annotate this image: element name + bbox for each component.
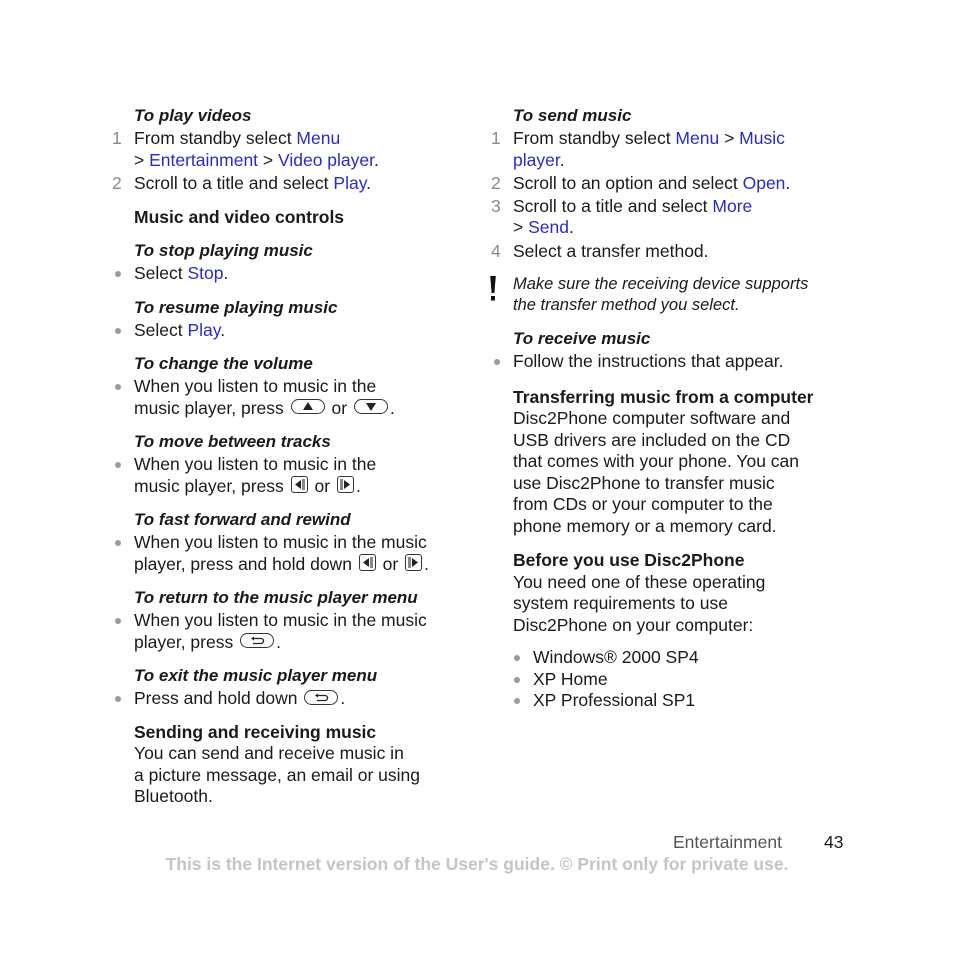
item-text: Select	[134, 263, 188, 283]
sending-paragraph	[110, 743, 470, 808]
back-key-icon	[240, 633, 274, 648]
bullet	[494, 359, 500, 365]
exit-title: To exit the music player menu	[134, 666, 378, 685]
step-number: 2	[491, 173, 501, 193]
entertainment-link: Entertainment	[149, 149, 259, 170]
item-text: music player, press	[134, 475, 289, 496]
paragraph-line: Bluetooth.	[134, 786, 213, 806]
item-text: music player, press	[134, 397, 289, 418]
paragraph-line: Disc2Phone computer software and	[513, 408, 791, 428]
bullet	[115, 618, 121, 624]
music-link: Music	[739, 128, 785, 148]
list-item	[513, 690, 839, 712]
period: .	[355, 475, 361, 496]
nav-left-key-icon	[291, 476, 308, 493]
step-text: From standby select	[134, 128, 297, 148]
bullet	[115, 271, 121, 277]
open-link: Open	[742, 173, 786, 193]
ffwd-title: To fast forward and rewind	[134, 510, 351, 529]
paragraph-line: Disc2Phone on your computer:	[513, 614, 754, 635]
list-item-text: XP Home	[533, 668, 608, 689]
ffwd-item	[110, 532, 470, 575]
or-text: or	[377, 553, 404, 574]
receive-item	[489, 351, 839, 373]
volume-title: To change the volume	[134, 354, 313, 373]
period: .	[340, 688, 346, 708]
or-text: or	[326, 397, 352, 418]
send-link: Send	[528, 217, 569, 237]
paragraph-line: system requirements to use	[513, 593, 728, 613]
item-text: Select	[134, 319, 188, 340]
warning-line: Make sure the receiving device supports	[513, 275, 809, 293]
play-videos-step-2	[110, 173, 470, 195]
nav-right-key-icon	[337, 476, 354, 493]
transferring-heading: Transferring music from a computer	[513, 386, 814, 407]
play-videos-step-1	[110, 128, 470, 171]
list-item	[513, 647, 839, 669]
or-text: or	[309, 475, 335, 496]
list-item-text: XP Professional SP1	[533, 690, 696, 710]
stop-link: Stop	[187, 263, 224, 283]
send-step-4	[489, 241, 839, 263]
bullet	[115, 384, 121, 390]
list-item-text: Windows® 2000 SP4	[533, 647, 699, 667]
item-text: When you listen to music in the music	[134, 610, 427, 630]
tracks-item	[110, 454, 470, 497]
volume-down-key-icon	[354, 399, 388, 414]
separator: >	[513, 217, 529, 237]
warning-note	[489, 274, 839, 315]
tracks-title: To move between tracks	[134, 432, 331, 451]
period: .	[366, 173, 372, 193]
more-link: More	[712, 195, 753, 216]
nav-right-key-icon	[405, 554, 422, 571]
footer-section-name: Entertainment	[673, 832, 782, 852]
volume-up-key-icon	[291, 399, 325, 414]
os-requirements-list	[489, 647, 839, 712]
paragraph-line: a picture message, an email or using	[134, 764, 420, 785]
period: .	[276, 631, 281, 652]
stop-item	[110, 263, 470, 285]
item-text: Follow the instructions that appear.	[513, 351, 784, 371]
send-title: To send music	[513, 106, 632, 125]
separator: >	[719, 128, 740, 148]
video-player-link: Video player	[278, 149, 375, 170]
step-number: 2	[112, 173, 122, 193]
separator: >	[258, 149, 278, 170]
paragraph-line: from CDs or your computer to the	[513, 494, 773, 514]
bullet	[514, 655, 520, 661]
before-heading: Before you use Disc2Phone	[513, 550, 745, 570]
paragraph-line: USB drivers are included on the CD	[513, 429, 791, 450]
menu-link: Menu	[675, 128, 720, 148]
warning-icon	[489, 276, 497, 302]
bullet	[514, 677, 520, 683]
period: .	[424, 553, 429, 574]
controls-heading: Music and video controls	[134, 206, 345, 227]
bullet	[115, 328, 121, 334]
step-number: 1	[491, 128, 501, 148]
step-number: 4	[491, 240, 501, 261]
item-text: Press and hold down	[134, 688, 303, 708]
paragraph-line: phone memory or a memory card.	[513, 515, 777, 536]
period: .	[559, 149, 565, 170]
bullet	[115, 696, 121, 702]
send-step-3	[489, 196, 839, 239]
list-item	[513, 669, 839, 691]
back-key-icon	[304, 690, 338, 705]
step-text: Scroll to a title and select	[513, 195, 713, 216]
bullet	[514, 698, 520, 704]
paragraph-line: You need one of these operating	[513, 571, 766, 592]
resume-item	[110, 320, 470, 342]
paragraph-line: use Disc2Phone to transfer music	[513, 472, 775, 493]
step-text: Select a transfer method.	[513, 240, 709, 261]
step-text: Scroll to a title and select	[134, 173, 334, 193]
bullet	[115, 540, 121, 546]
period: .	[389, 397, 395, 418]
period: .	[568, 217, 574, 237]
item-text: player, press and hold down	[134, 553, 357, 574]
period: .	[223, 263, 229, 283]
paragraph-line: You can send and receive music in	[134, 743, 404, 763]
period: .	[374, 149, 379, 170]
bullet	[115, 462, 121, 468]
step-number: 3	[491, 195, 501, 216]
period: .	[785, 173, 791, 193]
resume-title: To resume playing music	[134, 297, 338, 317]
send-step-2	[489, 173, 839, 195]
menu-link: Menu	[296, 128, 341, 148]
warning-line: the transfer method you select.	[513, 295, 740, 314]
step-number: 1	[112, 128, 122, 148]
exit-item	[110, 688, 470, 710]
volume-item	[110, 376, 470, 419]
step-text: From standby select	[513, 128, 676, 148]
nav-left-key-icon	[359, 554, 376, 571]
stop-title: To stop playing music	[134, 241, 313, 260]
item-text: When you listen to music in the	[134, 376, 377, 396]
item-text: When you listen to music in the music	[134, 532, 427, 552]
step-text: Scroll to an option and select	[513, 173, 743, 193]
item-text: player, press	[134, 631, 239, 652]
item-text: When you listen to music in the	[134, 454, 377, 474]
separator: >	[134, 149, 150, 170]
period: .	[220, 319, 226, 340]
play-link: Play	[187, 319, 221, 340]
left-column	[110, 105, 470, 808]
internet-version-notice: This is the Internet version of the User's guide. © Print only for private use.	[165, 854, 789, 874]
page-number: 43	[824, 832, 844, 852]
play-link: Play	[333, 173, 367, 193]
right-column	[489, 105, 839, 712]
receive-title: To receive music	[513, 329, 651, 348]
return-title: To return to the music player menu	[134, 588, 418, 607]
send-step-1	[489, 128, 839, 171]
play-videos-title: To play videos	[134, 106, 252, 125]
paragraph-line: that comes with your phone. You can	[513, 451, 800, 471]
sending-heading: Sending and receiving music	[134, 721, 377, 742]
player-link: player	[513, 149, 560, 170]
return-item	[110, 610, 470, 653]
before-paragraph	[489, 572, 839, 637]
transferring-paragraph	[489, 408, 839, 537]
